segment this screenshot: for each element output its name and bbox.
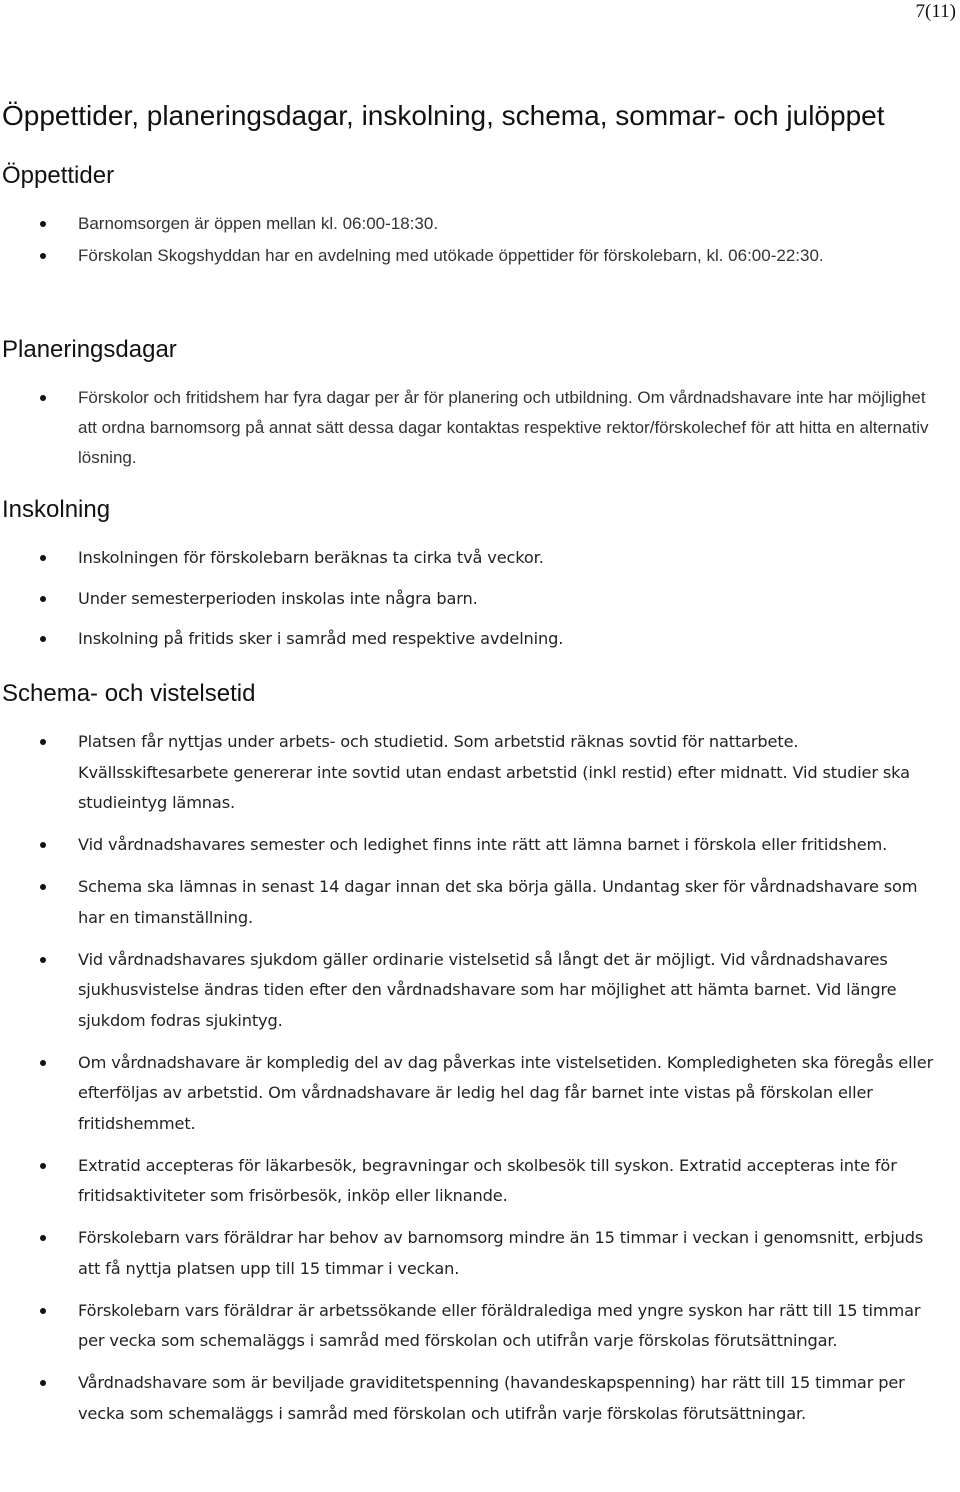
list-item-text: Vårdnadshavare som är beviljade graviditetspenning (havandeskapspenning) har rätt till 15 timmar per vecka som schemaläggs i samråd med förskolan och utifrån varje förskolas förutsättningar. xyxy=(78,1373,905,1423)
list-item xyxy=(0,945,960,1037)
list-item-text: Förskolor och fritidshem har fyra dagar per år för planering och utbildning. Om vårdnadshavare inte har möjlighet att ordna barnomsorg på annat sätt dessa dagar kontaktas respektive rektor/förskolechef för att hitta en alternativ lösning. xyxy=(78,388,929,467)
bullet-icon xyxy=(40,395,46,401)
page-title: Öppettider, planeringsdagar, inskolning, schema, sommar- och julöppet xyxy=(2,100,885,131)
list-item xyxy=(0,1151,960,1212)
bullet-list xyxy=(0,383,960,473)
bullet-icon xyxy=(40,1163,46,1169)
list-item-text: Under semesterperioden inskolas inte några barn. xyxy=(78,588,478,608)
list-item xyxy=(0,209,960,239)
bullet-icon xyxy=(40,1060,46,1066)
bullet-icon xyxy=(40,842,46,848)
section-heading: Planeringsdagar xyxy=(2,336,177,363)
list-item-text: Förskolebarn vars föräldrar har behov av barnomsorg mindre än 15 timmar i veckan i genomsnitt, erbjuds att få nyttja platsen upp till 15 timmar i veckan. xyxy=(78,1228,924,1278)
list-item xyxy=(0,624,960,655)
section-heading: Inskolning xyxy=(2,496,111,523)
list-item-text: Vid vårdnadshavares sjukdom gäller ordinarie vistelsetid så långt det är möjligt. Vid vårdnadshavares sjukhusvistelse ändras tiden efter den vårdnadshavare som har möjlighet att hämta barnet. Vid längre sjukdom fodras sjukintyg. xyxy=(78,949,897,1030)
section-heading: Schema- och vistelsetid xyxy=(2,680,256,707)
list-item xyxy=(0,584,960,615)
list-item xyxy=(0,872,960,933)
bullet-icon xyxy=(40,1380,46,1386)
page-number: 7(11) xyxy=(915,1,956,22)
list-item-text: Förskolebarn vars föräldrar är arbetssökande eller föräldralediga med yngre syskon har rätt till 15 timmar per vecka som schemaläggs i samråd med förskolan och utifrån varje förskolas förutsättningar. xyxy=(78,1300,921,1350)
bullet-icon xyxy=(40,253,46,259)
section-schema xyxy=(0,678,960,1429)
list-item-text: Inskolningen för förskolebarn beräknas ta cirka två veckor. xyxy=(78,548,544,567)
list-item xyxy=(0,830,960,861)
list-item xyxy=(0,1048,960,1140)
bullet-icon xyxy=(40,884,46,890)
bullet-icon xyxy=(40,1308,46,1314)
list-item xyxy=(0,1368,960,1429)
section-planeringsdagar xyxy=(0,334,960,473)
section-heading: Öppettider xyxy=(2,162,115,189)
bullet-list xyxy=(0,209,960,271)
list-item-text: Schema ska lämnas in senast 14 dagar innan det ska börja gälla. Undantag sker för vårdnadshavare som har en timanställning. xyxy=(78,877,918,927)
list-item xyxy=(0,241,960,271)
bullet-icon xyxy=(40,596,46,602)
bullet-icon xyxy=(40,739,46,745)
bullet-icon xyxy=(40,221,46,227)
list-item xyxy=(0,383,960,473)
section-oppettider xyxy=(0,160,960,271)
list-item xyxy=(0,1296,960,1357)
section-inskolning xyxy=(0,494,960,655)
bullet-list xyxy=(0,543,960,655)
bullet-icon xyxy=(40,555,46,561)
list-item-text: Platsen får nyttjas under arbets- och studietid. Som arbetstid räknas sovtid för nattarbete. Kvällsskiftesarbete genererar inte sovtid utan endast arbetstid (inkl restid) efter midnatt. Vid studier ska studieintyg lämnas. xyxy=(78,732,910,812)
bullet-icon xyxy=(40,1235,46,1241)
list-item xyxy=(0,1223,960,1284)
bullet-list xyxy=(0,727,960,1429)
bullet-icon xyxy=(40,957,46,963)
list-item-text: Vid vårdnadshavares semester och ledighet finns inte rätt att lämna barnet i förskola eller fritidshem. xyxy=(78,835,888,854)
list-item-text: Inskolning på fritids sker i samråd med respektive avdelning. xyxy=(78,629,564,648)
list-item-text: Barnomsorgen är öppen mellan kl. 06:00-18:30. xyxy=(78,214,439,233)
bullet-icon xyxy=(40,636,46,642)
list-item xyxy=(0,543,960,574)
list-item-text: Om vårdnadshavare är kompledig del av dag påverkas inte vistelsetiden. Kompledigheten ska föregås eller efterföljas av arbetstid. Om vårdnadshavare är ledig hel dag får barnet inte vistas på förskolan eller fritidshemmet. xyxy=(78,1052,934,1133)
list-item xyxy=(0,727,960,819)
list-item-text: Extratid accepteras för läkarbesök, begravningar och skolbesök till syskon. Extratid accepteras inte för fritidsaktiviteter som frisörbesök, inköp eller liknande. xyxy=(78,1155,897,1205)
list-item-text: Förskolan Skogshyddan har en avdelning med utökade öppettider för förskolebarn, kl. 06:00-22:30. xyxy=(78,246,824,265)
